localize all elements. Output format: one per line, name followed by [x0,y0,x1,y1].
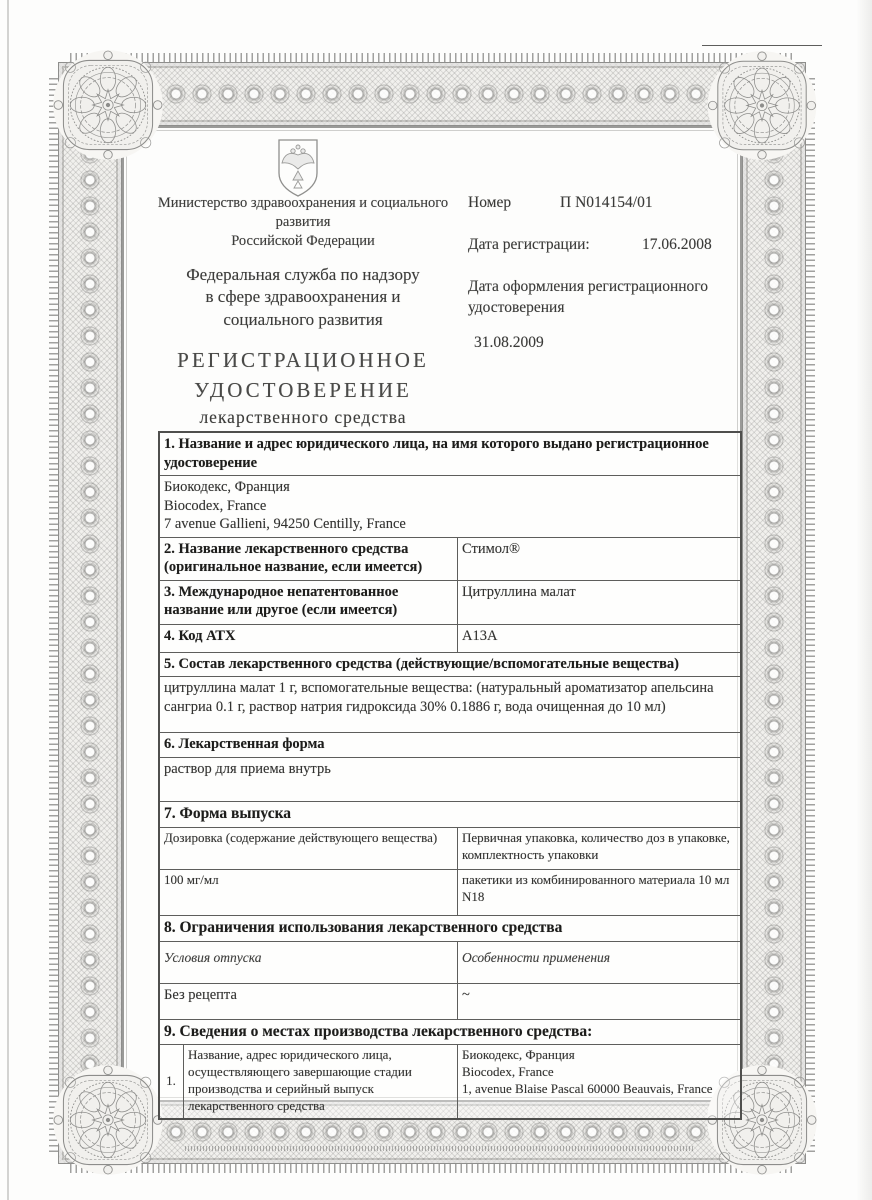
service-name-line2: в сфере здравоохранения и [205,287,401,307]
guilloche-border-right [742,62,806,1164]
issuer-block [138,194,468,428]
document-title-line2: УДОСТОВЕРЕНИЕ [194,377,412,402]
registration-block [468,194,750,352]
manufacturer-name-ru: Биокодекс, Франция [462,1047,575,1063]
section8-header-row [160,941,740,983]
guilloche-border-top [58,62,806,126]
ministry-name-line2: развития [275,213,331,230]
number-label: Номер [468,194,512,211]
section5-title-row [160,652,740,677]
section3-label-line2: название или другое (если имеется) [164,602,398,619]
section7-data-row [160,869,740,915]
scan-edge-left [7,0,9,1200]
packaging-column-header: Первичная упаковка, количество доз в упаковке, комплектность упаковки [462,829,730,862]
composition-text: цитруллина малат 1 г, вспомогательные вещества: (натуральный ароматизатор апельсина сангриа 0.1 г, раствор натрия гидроксида 30% 0.1886 г, вода очищенная до 10 мл) [164,680,714,715]
border-comb-bottom [70,1164,794,1173]
atc-code-value: А13А [462,627,498,644]
section1-content-row [160,475,740,537]
section5-title: 5. Состав лекарственного средства (действующие/вспомогательные вещества) [164,655,679,672]
section2-row [160,537,740,580]
manufacturer-row-label: Название, адрес юридического лица, осуществляющего завершающие стадии производства и серийный выпуск лекарственного средства [184,1045,458,1118]
guilloche-border-left [58,62,122,1164]
scan-edge-right [856,0,872,1200]
issue-date-value: 31.08.2009 [474,333,544,351]
service-name-line1: Федеральная служба по надзору [186,264,420,284]
registration-date-value: 17.06.2008 [642,236,712,253]
holder-street-address: 7 avenue Gallieni, 94250 Centilly, France [164,516,406,533]
holder-name-en: Biocodex, France [164,497,267,514]
section8-title: 8. Ограничения использования лекарственного средства [164,918,563,936]
guilloche-rosette-top-right-icon [702,45,822,165]
registration-date-label: Дата регистрации: [468,236,590,253]
packaging-value: пакетики из комбинированного материала 10 мл N18 [462,871,730,904]
application-features-value: ~ [462,986,470,1003]
section6-content-row [160,757,740,801]
document-title [138,346,468,405]
border-comb-left [49,74,58,1152]
document-title-line1: РЕГИСТРАЦИОННОЕ [177,348,429,373]
section8-data-row [160,983,740,1019]
coat-of-arms-icon [274,137,322,199]
manufacturer-street-address: 1, avenue Blaise Pascal 60000 Beauvais, France [462,1081,713,1097]
manufacturer-row-number: 1. [160,1045,184,1118]
section7-header-row [160,827,740,869]
section7-title-row [160,801,740,827]
application-features-header: Особенности применения [462,949,611,965]
manufacturer-address [458,1045,740,1118]
service-name-line3: социального развития [223,310,383,330]
section9-title: 9. Сведения о местах производства лекарственного средства: [164,1022,593,1040]
section8-title-row [160,915,740,941]
microprint-line [185,1146,695,1151]
section5-content-row [160,676,740,732]
section3-label [160,581,458,624]
holder-address [160,476,740,537]
ministry-name-line3: Российской Федерации [231,232,375,249]
inn-value: Цитруллина малат [462,583,576,600]
dispensing-conditions-value: Без рецепта [160,984,458,1019]
section3-row [160,580,740,624]
section3-label-line1: 3. Международное непатентованное [164,583,399,600]
section6-title: 6. Лекарственная форма [164,736,325,753]
border-comb-right [806,74,815,1152]
section4-row [160,624,740,652]
section9-data-row [160,1044,740,1118]
registration-number-value: П N014154/01 [560,194,653,211]
section1-title-row [160,433,740,475]
holder-name-ru: Биокодекс, Франция [164,479,290,496]
guilloche-rosette-bottom-left-icon [48,1060,168,1180]
section6-title-row [160,732,740,757]
section9-title-row [160,1019,740,1045]
section1-title: 1. Название и адрес юридического лица, на имя которого выдано регистрационное удостоверение [164,436,709,471]
dispensing-conditions-header: Условия отпуска [160,942,458,983]
trade-name-value: Стимол® [462,540,521,557]
section7-title: 7. Форма выпуска [164,804,292,822]
manufacturer-name-en: Biocodex, France [462,1064,554,1080]
section2-label [160,538,458,580]
dosage-form-text: раствор для приема внутрь [164,760,331,777]
document-subtitle: лекарственного средства [199,407,407,428]
section2-label-line1: 2. Название лекарственного средства [164,540,409,557]
border-comb-top [70,53,794,62]
ministry-name-line1: Министерство здравоохранения и социального [157,195,449,211]
issue-date-label: Дата оформления регистрационного удостоверения [468,278,709,316]
certificate-table [158,431,742,1120]
section2-label-line2: (оригинальное название, если имеется) [164,559,423,576]
dosage-value: 100 мг/мл [160,870,458,915]
guilloche-rosette-top-left-icon [48,45,168,165]
atc-code-label: 4. Код АТХ [160,625,458,652]
dosage-column-header: Дозировка (содержание действующего вещества) [160,828,458,869]
